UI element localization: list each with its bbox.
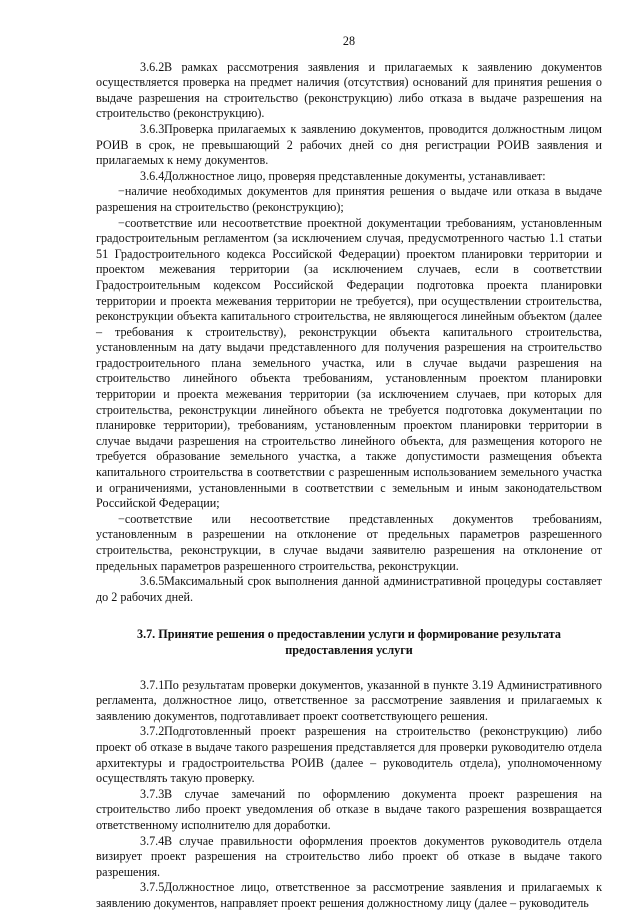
paragraph-3-6-4: [96, 169, 602, 185]
item-text: Должностное лицо, ответственное за рассмотрение заявления и прилагаемых к заявлению документов, направляет проект решения должностному лицу (далее – руководитель: [96, 880, 602, 910]
item-number: 3.6.2: [140, 59, 165, 74]
item-number: 3.7.5: [140, 880, 165, 895]
item-text: По результатам проверки документов, указанной в пункте 3.19 Административного регламента, должностное лицо, ответственное за рассмотрение заявления и прилагаемых к заявлению документов, подготавливает проект соответствующего решения.: [96, 677, 602, 723]
item-text: В случае замечаний по оформлению документа проект разрешения на строительство либо проект уведомления об отказе в выдаче такого разрешения возвращается ответственному исполнителю для доработки.: [96, 786, 602, 832]
bullet-item: −соответствие или несоответствие представленных документов требованиям, установленным в разрешении на отклонение от предельных параметров разрешенного строительства, реконструкции, в случае выдачи заявителю разрешения на отклонение от предельных параметров разрешенного строительства, реконструкции.: [96, 511, 602, 573]
paragraph-3-7-4: [96, 834, 602, 881]
paragraph-3-6-5: [96, 574, 602, 605]
item-text: В случае правильности оформления проектов документов руководитель отдела визирует проект разрешения на строительство либо проект об отказе в выдаче такого разрешения.: [96, 833, 602, 879]
document-page: [96, 34, 602, 911]
paragraph-3-6-2: [96, 60, 602, 122]
item-number: 3.7.3: [140, 786, 165, 801]
page-number: 28: [342, 34, 356, 48]
paragraph-3-7-2: [96, 724, 602, 786]
section-heading-3-7: 3.7. Принятие решения о предоставлении услуги и формирование результата предоставления услуги: [137, 627, 561, 657]
item-text: Подготовленный проект разрешения на строительство (реконструкцию) либо проект об отказе в выдаче такого разрешения представляется для проверки руководителю отдела архитектуры и градостроительства РОИВ (далее – руководитель отдела), уполномоченному осуществлять такую проверку.: [96, 724, 602, 786]
paragraph-3-7-1: [96, 678, 602, 725]
item-number: 3.7.4: [140, 833, 165, 848]
item-text: Проверка прилагаемых к заявлению документов, проводится должностным лицом РОИВ в срок, не превышающий 2 рабочих дней со дня регистрации РОИВ заявления и прилагаемых к нему документов.: [96, 121, 602, 168]
paragraph-3-6-3: [96, 122, 602, 169]
bullet-item: −соответствие или несоответствие проектной документации требованиям, установленным градостроительным регламентом (за исключением случая, предусмотренного частью 1.1 статьи 51 Градостроительного кодекса Российской Федерации) проектом планировки территории и проектом межевания территории (за исключением случаев, если в соответствии Градостроительным кодексом Российской Федерации подготовка проекта планировки территории и проекта межевания территории не требуется), при осуществлении строительства, реконструкции объекта капитального строительства, не являющегося линейным объектом (далее – требования к строительству), реконструкции объекта капитального строительства, установленным на дату выдачи представленного для получения разрешения на строительство градостроительного плана земельного участка, или в случае выдачи разрешения на строительство линейного объекта требованиям, установленным проектом планировки территории и проекта межевания территории (за исключением случаев, при которых для строительства, реконструкции линейного объекта не требуется подготовка документации по планировке территории), требованиям, установленным проектом планировки территории в случае выдачи разрешения на строительство линейного объекта, для размещения которого не требуется образование земельного участка, а также допустимости размещения объекта капитального строительства в соответствии с разрешенным использованием земельного участка и ограничениями, установленными в соответствии с земельным и иным законодательством Российской Федерации;: [96, 215, 602, 511]
item-text: В рамках рассмотрения заявления и прилагаемых к заявлению документов осуществляется проверка на предмет наличия (отсутствия) оснований для принятия решения о выдаче разрешения на строительство (реконструкцию) либо отказа в выдаче разрешения на строительство (реконструкцию).: [96, 59, 602, 121]
paragraph-3-7-3: [96, 787, 602, 834]
item-text: Максимальный срок выполнения данной административной процедуры составляет до 2 рабочих дней.: [96, 574, 602, 604]
bullet-item: −наличие необходимых документов для принятия решения о выдаче или отказа в выдаче разрешения на строительство (реконструкцию);: [96, 184, 602, 214]
item-text: Должностное лицо, проверяя представленные документы, устанавливает:: [164, 168, 546, 183]
item-number: 3.6.3: [140, 121, 165, 136]
item-number: 3.6.4: [140, 168, 165, 183]
item-number: 3.7.1: [140, 677, 165, 692]
item-number: 3.7.2: [140, 724, 165, 739]
paragraph-3-7-5: [96, 880, 602, 911]
item-number: 3.6.5: [140, 574, 165, 589]
